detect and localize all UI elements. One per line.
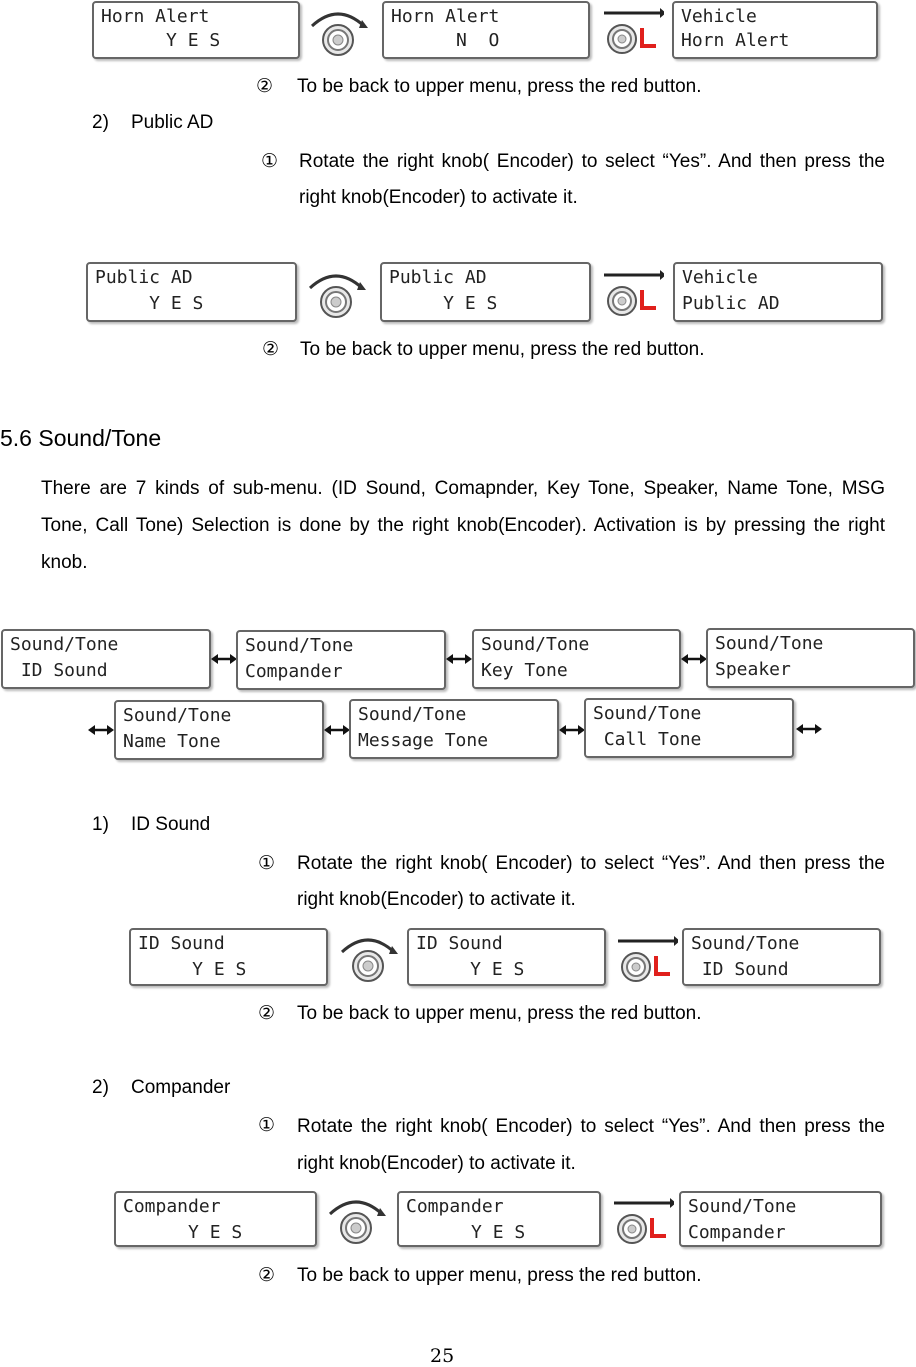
lcd-line2: Message Tone	[358, 730, 489, 751]
lcd-menu-key-tone	[472, 629, 681, 689]
lcd-line2: N O	[391, 30, 500, 51]
lcd-line1: Sound/Tone	[10, 634, 119, 655]
lcd-line1: Sound/Tone	[481, 634, 590, 655]
lcd-menu-compander	[236, 630, 446, 690]
item-heading: ID Sound	[131, 814, 211, 835]
lcd-line1: Sound/Tone	[715, 633, 824, 654]
double-arrow-icon	[211, 651, 237, 667]
lcd-line2: Key Tone	[481, 660, 568, 681]
lcd-id-sound-yes	[129, 928, 328, 986]
red-button-icon	[600, 4, 664, 56]
step-text: To be back to upper menu, press the red button.	[297, 76, 702, 97]
lcd-line1: ID Sound	[416, 933, 503, 954]
lcd-line2: Horn Alert	[681, 30, 790, 51]
step-text: To be back to upper menu, press the red button.	[297, 1265, 702, 1286]
lcd-vehicle-horn-alert	[672, 1, 878, 59]
double-arrow-icon	[324, 722, 350, 738]
red-button-icon	[600, 266, 664, 318]
lcd-menu-call-tone	[584, 698, 794, 758]
lcd-compander-yes-2	[397, 1191, 601, 1247]
lcd-menu-name-tone	[114, 700, 324, 760]
rotate-knob-icon	[324, 1194, 388, 1246]
lcd-line1: Compander	[123, 1196, 221, 1217]
lcd-line1: Compander	[406, 1196, 504, 1217]
lcd-line2: Y E S	[123, 1222, 243, 1243]
red-button-icon	[614, 932, 678, 984]
lcd-line1: Horn Alert	[391, 6, 500, 27]
step-number: ②	[258, 1265, 276, 1286]
step-text: Rotate the right knob( Encoder) to select “Yes”. And then press the right knob(Encoder) to activate it.	[297, 1116, 885, 1174]
lcd-public-ad-yes	[86, 262, 297, 322]
lcd-line1: Public AD	[389, 267, 487, 288]
lcd-line2: Speaker	[715, 659, 791, 680]
lcd-id-sound-yes-2	[407, 928, 606, 986]
lcd-line2: Y E S	[406, 1222, 526, 1243]
lcd-line1: ID Sound	[138, 933, 225, 954]
step-text: Rotate the right knob( Encoder) to select “Yes”. And then press the right knob(Encoder) to activate it.	[299, 151, 885, 208]
lcd-line2: Y E S	[101, 30, 221, 51]
lcd-menu-speaker	[706, 628, 915, 688]
double-arrow-icon	[559, 722, 585, 738]
step-number: ①	[258, 1115, 276, 1136]
lcd-line1: Sound/Tone	[691, 933, 800, 954]
lcd-menu-message-tone	[349, 699, 559, 759]
lcd-line1: Sound/Tone	[245, 635, 354, 656]
lcd-line2: Name Tone	[123, 731, 221, 752]
lcd-line2: ID Sound	[691, 959, 789, 980]
lcd-line1: Sound/Tone	[593, 703, 702, 724]
lcd-line1: Vehicle	[682, 267, 758, 288]
lcd-vehicle-public-ad	[673, 262, 883, 322]
double-arrow-icon	[88, 722, 114, 738]
lcd-line2: Public AD	[682, 293, 780, 314]
lcd-horn-alert-no	[382, 1, 590, 59]
step-text: To be back to upper menu, press the red button.	[297, 1003, 702, 1024]
lcd-compander-yes	[114, 1191, 317, 1247]
lcd-line2: Y E S	[138, 959, 247, 980]
item-heading: Compander	[131, 1077, 231, 1098]
lcd-line1: Horn Alert	[101, 6, 210, 27]
section-intro: There are 7 kinds of sub-menu. (ID Sound, Comapnder, Key Tone, Speaker, Name Tone, MSG Tone, Call Tone) Selection is done by the right knob(Encoder). Activation is by pressing the right knob.	[41, 478, 885, 573]
lcd-line2: Y E S	[416, 959, 525, 980]
red-button-icon	[610, 1194, 674, 1246]
lcd-line1: Sound/Tone	[123, 705, 232, 726]
lcd-sound-tone-compander	[679, 1191, 882, 1247]
step-number: ②	[258, 1003, 276, 1024]
item-number: 2)	[92, 1077, 109, 1098]
lcd-line2: Compander	[688, 1222, 786, 1243]
step-number: ②	[262, 339, 280, 360]
page-number: 25	[430, 1345, 455, 1367]
section-title: 5.6 Sound/Tone	[0, 425, 162, 451]
lcd-line2: Compander	[245, 661, 343, 682]
lcd-line2: Y E S	[389, 293, 498, 314]
lcd-menu-id-sound	[1, 629, 211, 689]
rotate-knob-icon	[304, 268, 368, 320]
rotate-knob-icon	[306, 6, 370, 58]
step-number: ①	[261, 151, 279, 172]
lcd-line2: Y E S	[95, 293, 204, 314]
step-number: ②	[256, 76, 274, 97]
double-arrow-icon	[796, 721, 822, 737]
lcd-line2: Call Tone	[593, 729, 702, 750]
item-number: 2)	[92, 112, 109, 133]
lcd-sound-tone-id-sound	[682, 928, 881, 986]
lcd-horn-alert-yes	[92, 1, 300, 59]
lcd-line2: ID Sound	[10, 660, 108, 681]
lcd-line1: Sound/Tone	[688, 1196, 797, 1217]
lcd-public-ad-yes-2	[380, 262, 591, 322]
item-heading: Public AD	[131, 112, 214, 133]
double-arrow-icon	[681, 651, 707, 667]
step-text: Rotate the right knob( Encoder) to select “Yes”. And then press the right knob(Encoder) to activate it.	[297, 853, 885, 910]
rotate-knob-icon	[336, 932, 400, 984]
lcd-line1: Public AD	[95, 267, 193, 288]
double-arrow-icon	[446, 651, 472, 667]
step-number: ①	[258, 853, 276, 874]
item-number: 1)	[92, 814, 109, 835]
lcd-line1: Vehicle	[681, 6, 757, 27]
step-text: To be back to upper menu, press the red button.	[300, 339, 705, 360]
lcd-line1: Sound/Tone	[358, 704, 467, 725]
